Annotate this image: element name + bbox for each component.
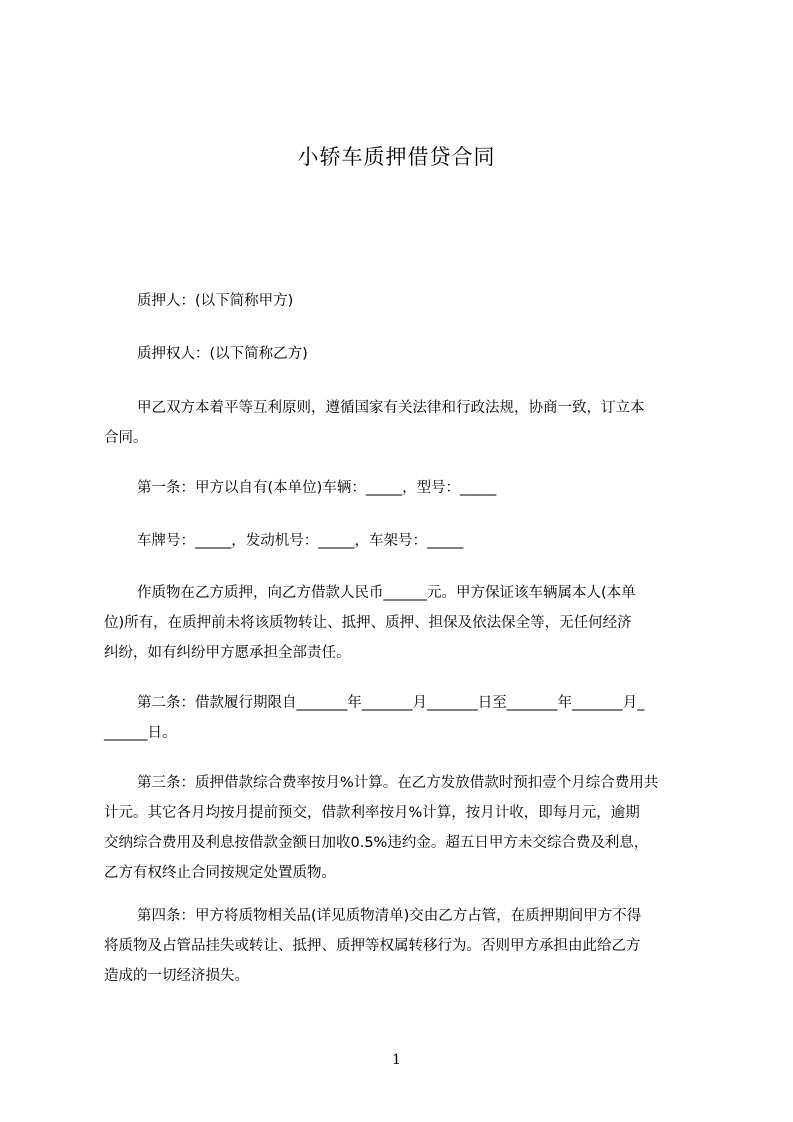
article-3-line-3: 交纳综合费用及利息按借款金额日加收0.5%违约金。超五日甲方未交综合费及利息， xyxy=(104,835,649,851)
article-3-line-4: 乙方有权终止合同按规定处置质物。 xyxy=(104,865,336,881)
preamble-line-2: 合同。 xyxy=(104,430,148,446)
article-1-line: 第一条：甲方以自有(本单位)车辆：_____，型号：_____ xyxy=(137,480,497,496)
pledgor-line: 质押人：(以下简称甲方) xyxy=(137,293,294,309)
article-4-line-3: 造成的一切经济损失。 xyxy=(104,968,249,984)
pledgor-paragraph xyxy=(104,286,704,316)
article-4-paragraph xyxy=(104,901,704,991)
vehicle-ids-line: 车牌号：_____，发动机号：_____，车架号：_____ xyxy=(137,533,464,549)
article-3-line-2: 计元。其它各月均按月提前预交，借款利率按月%计算，按月计收，即每月元，逾期 xyxy=(104,805,640,821)
article-2-paragraph xyxy=(104,688,704,748)
pledgee-line: 质押权人：(以下简称乙方) xyxy=(137,346,308,362)
vehicle-ids-paragraph xyxy=(104,526,704,556)
collateral-line-2: 位)所有，在质押前未将该质物转让、抵押、质押、担保及依法保全等，无任何经济 xyxy=(104,615,632,631)
article-2-line-1: 第二条：借款履行期限自_______年_______月_______日至_______年_______月_ xyxy=(137,695,645,711)
preamble-line-1: 甲乙双方本着平等互利原则，遵循国家有关法律和行政法规，协商一致，订立本 xyxy=(137,400,645,416)
article-2-line-2: ______日。 xyxy=(104,725,177,741)
collateral-line-3: 纠纷，如有纠纷甲方愿承担全部责任。 xyxy=(104,645,351,661)
article-1-paragraph xyxy=(104,473,704,503)
pledgee-paragraph xyxy=(104,339,704,369)
page-number: 1 xyxy=(392,1052,401,1068)
preamble-paragraph xyxy=(104,393,704,453)
article-4-line-1: 第四条：甲方将质物相关品(详见质物清单)交由乙方占管，在质押期间甲方不得 xyxy=(137,908,642,924)
collateral-line-1: 作质物在乙方质押，向乙方借款人民币______元。甲方保证该车辆属本人(本单 xyxy=(137,585,636,601)
article-4-line-2: 将质物及占管品挂失或转让、抵押、质押等权属转移行为。否则甲方承担由此给乙方 xyxy=(104,938,641,954)
article-3-paragraph xyxy=(104,768,704,888)
document-title: 小轿车质押借贷合同 xyxy=(297,145,496,169)
collateral-paragraph xyxy=(104,578,704,668)
article-3-line-1: 第三条：质押借款综合费率按月%计算。在乙方发放借款时预扣壹个月综合费用共 xyxy=(137,775,659,791)
